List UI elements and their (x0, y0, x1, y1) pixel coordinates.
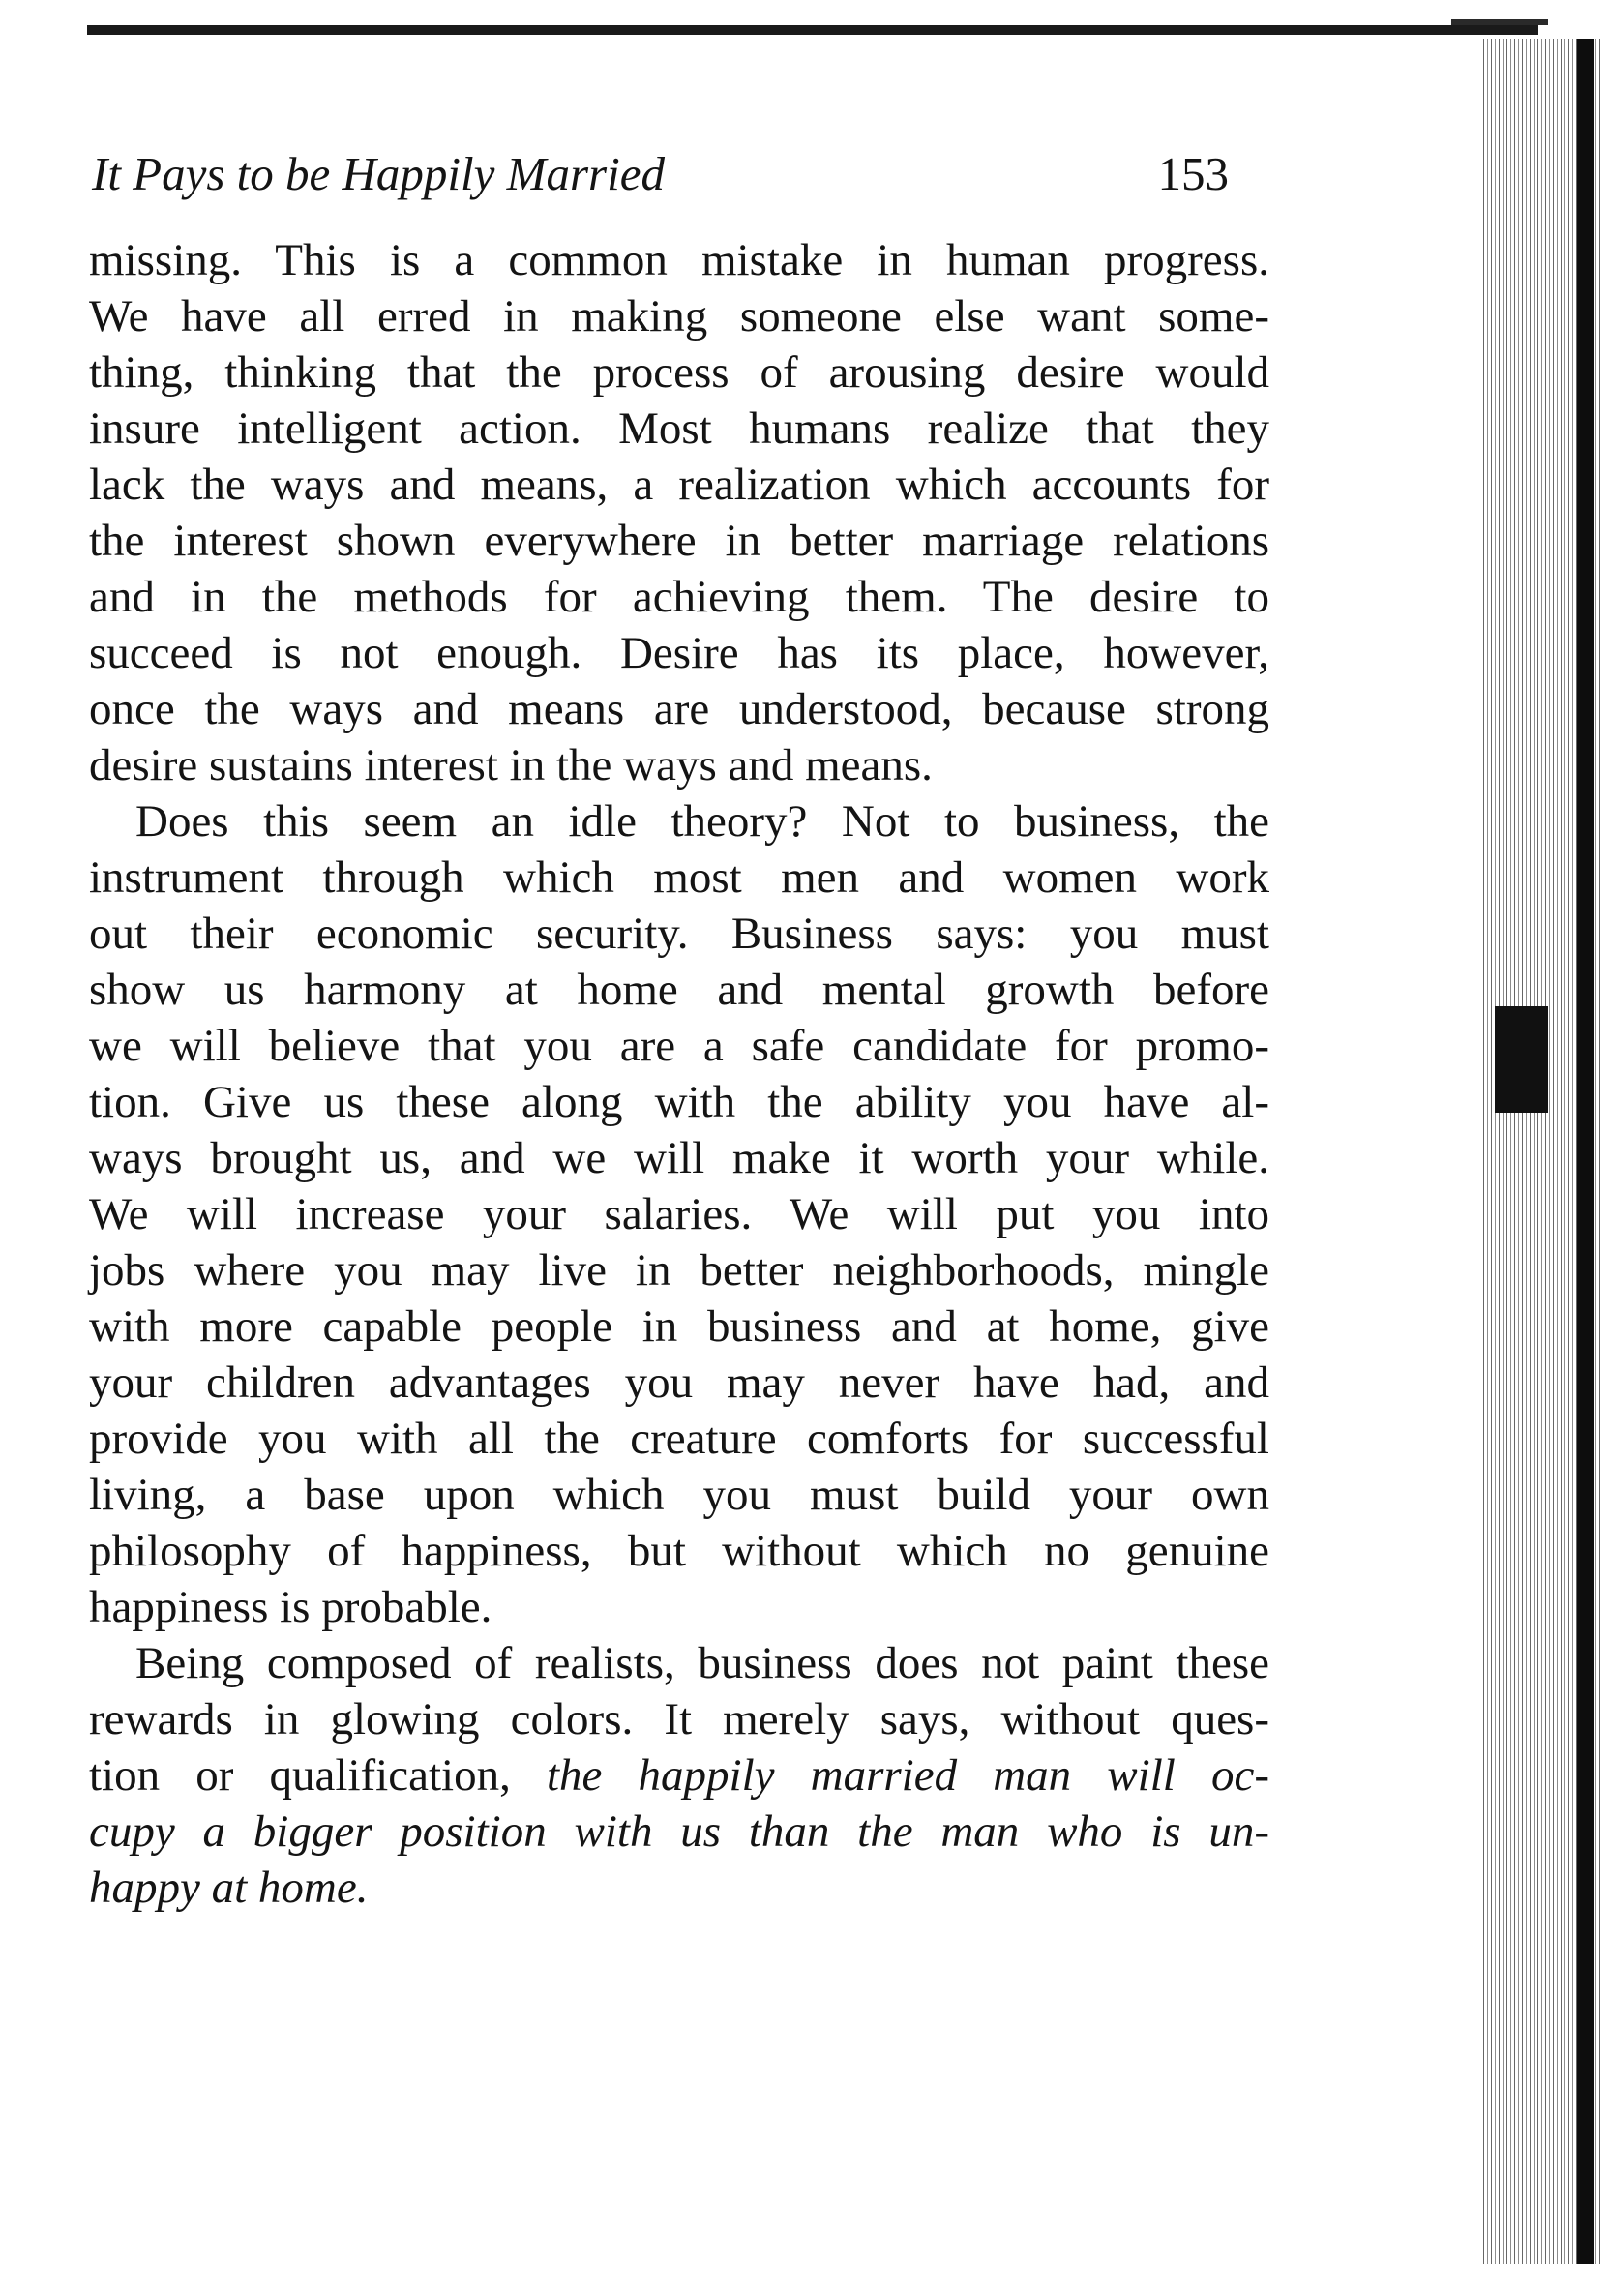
text-line: living, a base upon which you must build your own (89, 1470, 1269, 1520)
text-line: with more capable people in business and at home, give (89, 1301, 1269, 1352)
text-line: We have all erred in making someone else want some- (89, 291, 1269, 342)
text-line: rewards in glowing colors. It merely says, without ques- (89, 1694, 1269, 1744)
text-line: lack the ways and means, a realization which accounts for (89, 460, 1269, 510)
text-line: the interest shown everywhere in better marriage relations (89, 516, 1269, 566)
page-number: 153 (1157, 147, 1229, 200)
text-line: insure intelligent action. Most humans realize that they (89, 403, 1269, 454)
emphasis-line: happy at home. (89, 1863, 369, 1913)
paragraph-start-line: Being composed of realists, business does not paint these (135, 1638, 1269, 1688)
running-title: It Pays to be Happily Married (92, 147, 665, 200)
emphasis-line: cupy a bigger position with us than the man who is un- (89, 1806, 1269, 1857)
text-line: out their economic security. Business says: you must (89, 909, 1269, 959)
body-text (89, 232, 1269, 1916)
text-line: ways brought us, and we will make it worth your while. (89, 1133, 1269, 1183)
text-run: tion or qualification, (89, 1750, 511, 1801)
text-line: provide you with all the creature comforts for successful (89, 1414, 1269, 1464)
text-line: jobs where you may live in better neighborhoods, mingle (89, 1245, 1269, 1296)
text-line: instrument through which most men and women work (89, 852, 1269, 903)
top-rule-edge (1451, 19, 1548, 25)
text-line-mixed (89, 1747, 1269, 1804)
emphasis-run: the happily married man will oc- (546, 1750, 1269, 1801)
text-line: thing, thinking that the process of arousing desire would (89, 347, 1269, 398)
text-line: your children advantages you may never have had, and (89, 1357, 1269, 1408)
text-line: We will increase your salaries. We will put you into (89, 1189, 1269, 1239)
text-line: philosophy of happiness, but without which no genuine (89, 1526, 1269, 1576)
book-spine-shadow (1577, 39, 1594, 2264)
spine-ink-mark (1495, 1006, 1548, 1113)
text-line: and in the methods for achieving them. The desire to (89, 572, 1269, 622)
running-head (92, 140, 1229, 208)
text-line: happiness is probable. (89, 1582, 492, 1632)
text-line: show us harmony at home and mental growth before (89, 965, 1269, 1015)
text-line: we will believe that you are a safe candidate for promo- (89, 1021, 1269, 1071)
text-line: succeed is not enough. Desire has its place, however, (89, 628, 1269, 678)
paragraph-start-line: Does this seem an idle theory? Not to business, the (135, 796, 1269, 847)
text-line: missing. This is a common mistake in human progress. (89, 235, 1269, 285)
text-line: desire sustains interest in the ways and means. (89, 740, 933, 790)
text-line: tion. Give us these along with the ability you have al- (89, 1077, 1269, 1127)
text-line: once the ways and means are understood, because strong (89, 684, 1269, 734)
top-rule (87, 25, 1538, 35)
